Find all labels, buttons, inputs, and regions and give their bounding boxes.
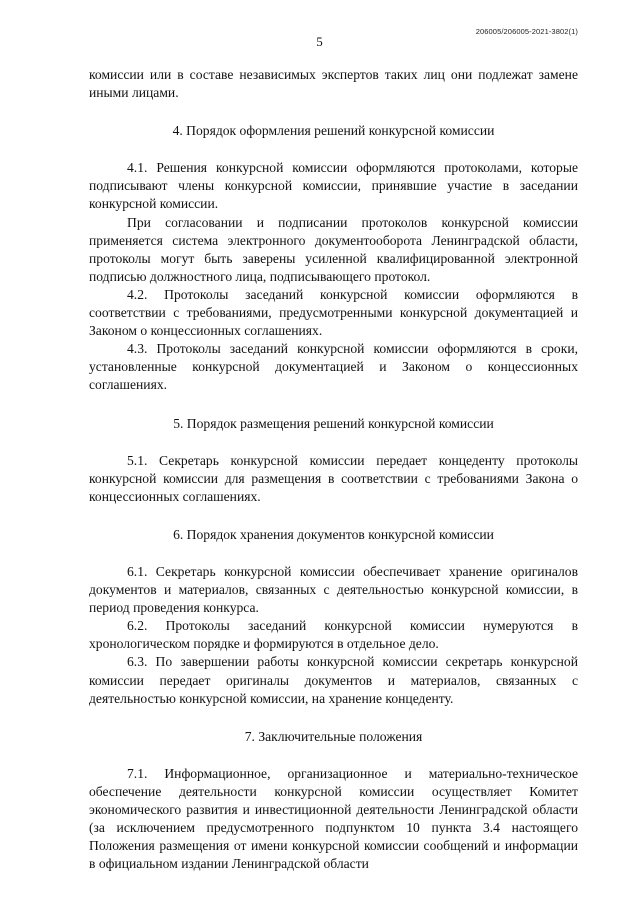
paragraph-6-1: 6.1. Секретарь конкурсной комиссии обеспечивает хранение оригиналов документов и материалов, связанных с деятельностью конкурсной комиссии, в период проведения конкурса. bbox=[89, 563, 578, 616]
paragraph-continuation: комиссии или в составе независимых экспертов таких лиц они подлежат замене иными лицами. bbox=[89, 67, 578, 101]
paragraph-4-1-signing: При согласовании и подписании протоколов конкурсной комиссии применяется система электронного документооборота Ленинградской области, протоколы могут быть заверены усиленной квалифицированной электронной подписью должностного лица, подписывающего протокол. bbox=[89, 214, 578, 284]
paragraph-4-2: 4.2. Протоколы заседаний конкурсной комиссии оформляются в соответствии с требованиями, предусмотренными конкурсной документацией и Законом о концессионных соглашениях. bbox=[89, 286, 578, 339]
paragraph-4-3: 4.3. Протоколы заседаний конкурсной комиссии оформляются в сроки, установленные конкурсной документацией и Законом о концессионных соглашениях. bbox=[89, 341, 578, 393]
page-number: 5 bbox=[316, 34, 323, 49]
section-heading-6: 6. Порядок хранения документов конкурсной комиссии bbox=[173, 526, 494, 542]
document-registration-code: 206005/206005-2021-3802(1) bbox=[475, 27, 578, 36]
section-heading-7: 7. Заключительные положения bbox=[244, 728, 423, 744]
paragraph-5-1: 5.1. Секретарь конкурсной комиссии передает концеденту протоколы конкурсной комиссии для размещения в соответствии с требованиями Закона о концессионных соглашениях. bbox=[89, 452, 578, 504]
paragraph-4-1: 4.1. Решения конкурсной комиссии оформляются протоколами, которые подписывают члены конкурсной комиссии, принявшие участие в заседании конкурсной комиссии. bbox=[89, 160, 578, 212]
section-heading-4: 4. Порядок оформления решений конкурсной комиссии bbox=[172, 123, 495, 139]
section-heading-5: 5. Порядок размещения решений конкурсной комиссии bbox=[173, 415, 494, 431]
paragraph-6-2: 6.2. Протоколы заседаний конкурсной комиссии нумеруются в хронологическом порядке и формируются в отдельное дело. bbox=[89, 618, 578, 652]
paragraph-6-3: 6.3. По завершении работы конкурсной комиссии секретарь конкурсной комиссии передает оригиналы документов и материалов, связанных с деятельностью конкурсной комиссии, на хранение концеденту. bbox=[89, 654, 578, 706]
paragraph-7-1: 7.1. Информационное, организационное и материально-техническое обеспечение деятельности конкурсной комиссии осуществляет Комитет экономического развития и инвестиционной деятельности Ленинградской области (за исключением предусмотренного подпунктом 10 пункта 3.4 настоящего Положения размещения от имени конкурсной комиссии сообщений и информации в официальном издании Ленинградской области bbox=[89, 765, 578, 872]
document-body bbox=[89, 66, 578, 873]
